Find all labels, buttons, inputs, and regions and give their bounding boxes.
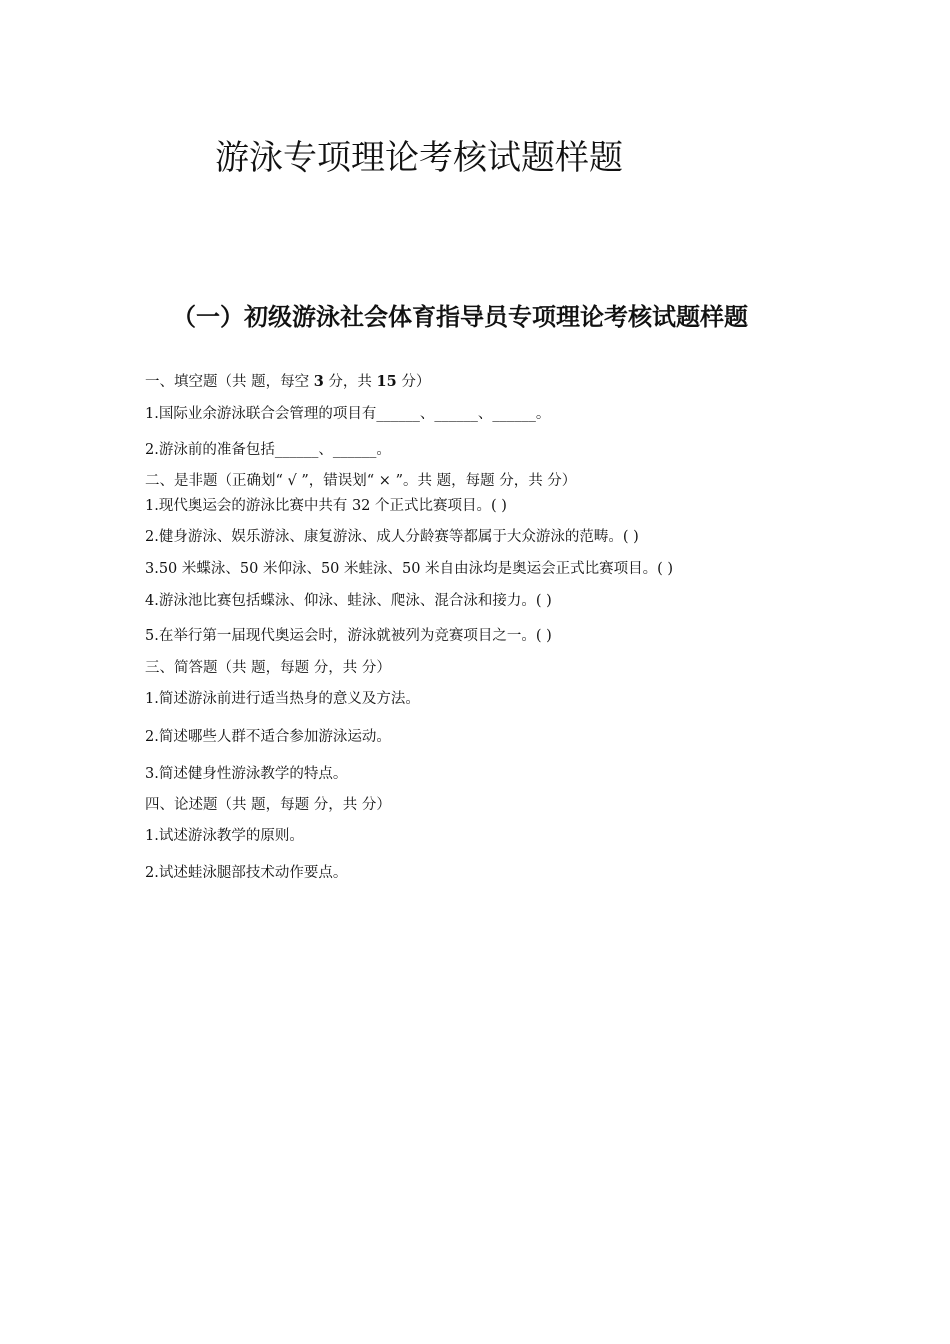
- document-subtitle: （一）初级游泳社会体育指导员专项理论考核试题样题: [172, 303, 748, 331]
- question-tf-5: 5.在举行第一届现代奥运会时，游泳就被列为竞赛项目之一。( ): [145, 628, 552, 644]
- question-tf-4: 4.游泳池比赛包括蝶泳、仰泳、蛙泳、爬泳、混合泳和接力。( ): [145, 593, 552, 609]
- section-1-heading: 一、填空题（共 题，每空 3 分，共 15 分）: [145, 373, 431, 390]
- question-fill-1: 1.国际业余游泳联合会管理的项目有______、______、______。: [145, 406, 551, 422]
- question-fill-2: 2.游泳前的准备包括______、______。: [145, 442, 391, 458]
- question-short-1: 1.简述游泳前进行适当热身的意义及方法。: [145, 691, 420, 707]
- question-tf-3: 3.50 米蝶泳、50 米仰泳、50 米蛙泳、50 米自由泳均是奥运会正式比赛项目。( ): [145, 561, 673, 577]
- question-essay-1: 1.试述游泳教学的原则。: [145, 828, 304, 844]
- question-short-3: 3.简述健身性游泳教学的特点。: [145, 766, 348, 782]
- document-title: 游泳专项理论考核试题样题: [215, 138, 623, 178]
- section-4-heading: 四、论述题（共 题，每题 分，共 分）: [145, 797, 391, 813]
- question-tf-2: 2.健身游泳、娱乐游泳、康复游泳、成人分龄赛等都属于大众游泳的范畴。( ): [145, 529, 639, 545]
- question-tf-1: 1.现代奥运会的游泳比赛中共有 32 个正式比赛项目。( ): [145, 498, 507, 514]
- question-short-2: 2.简述哪些人群不适合参加游泳运动。: [145, 729, 391, 745]
- question-essay-2: 2.试述蛙泳腿部技术动作要点。: [145, 865, 348, 881]
- section-2-heading: 二、是非题（正确划“ √ ”，错误划“ × ”。共 题，每题 分，共 分）: [145, 473, 577, 489]
- section-3-heading: 三、简答题（共 题，每题 分，共 分）: [145, 660, 391, 676]
